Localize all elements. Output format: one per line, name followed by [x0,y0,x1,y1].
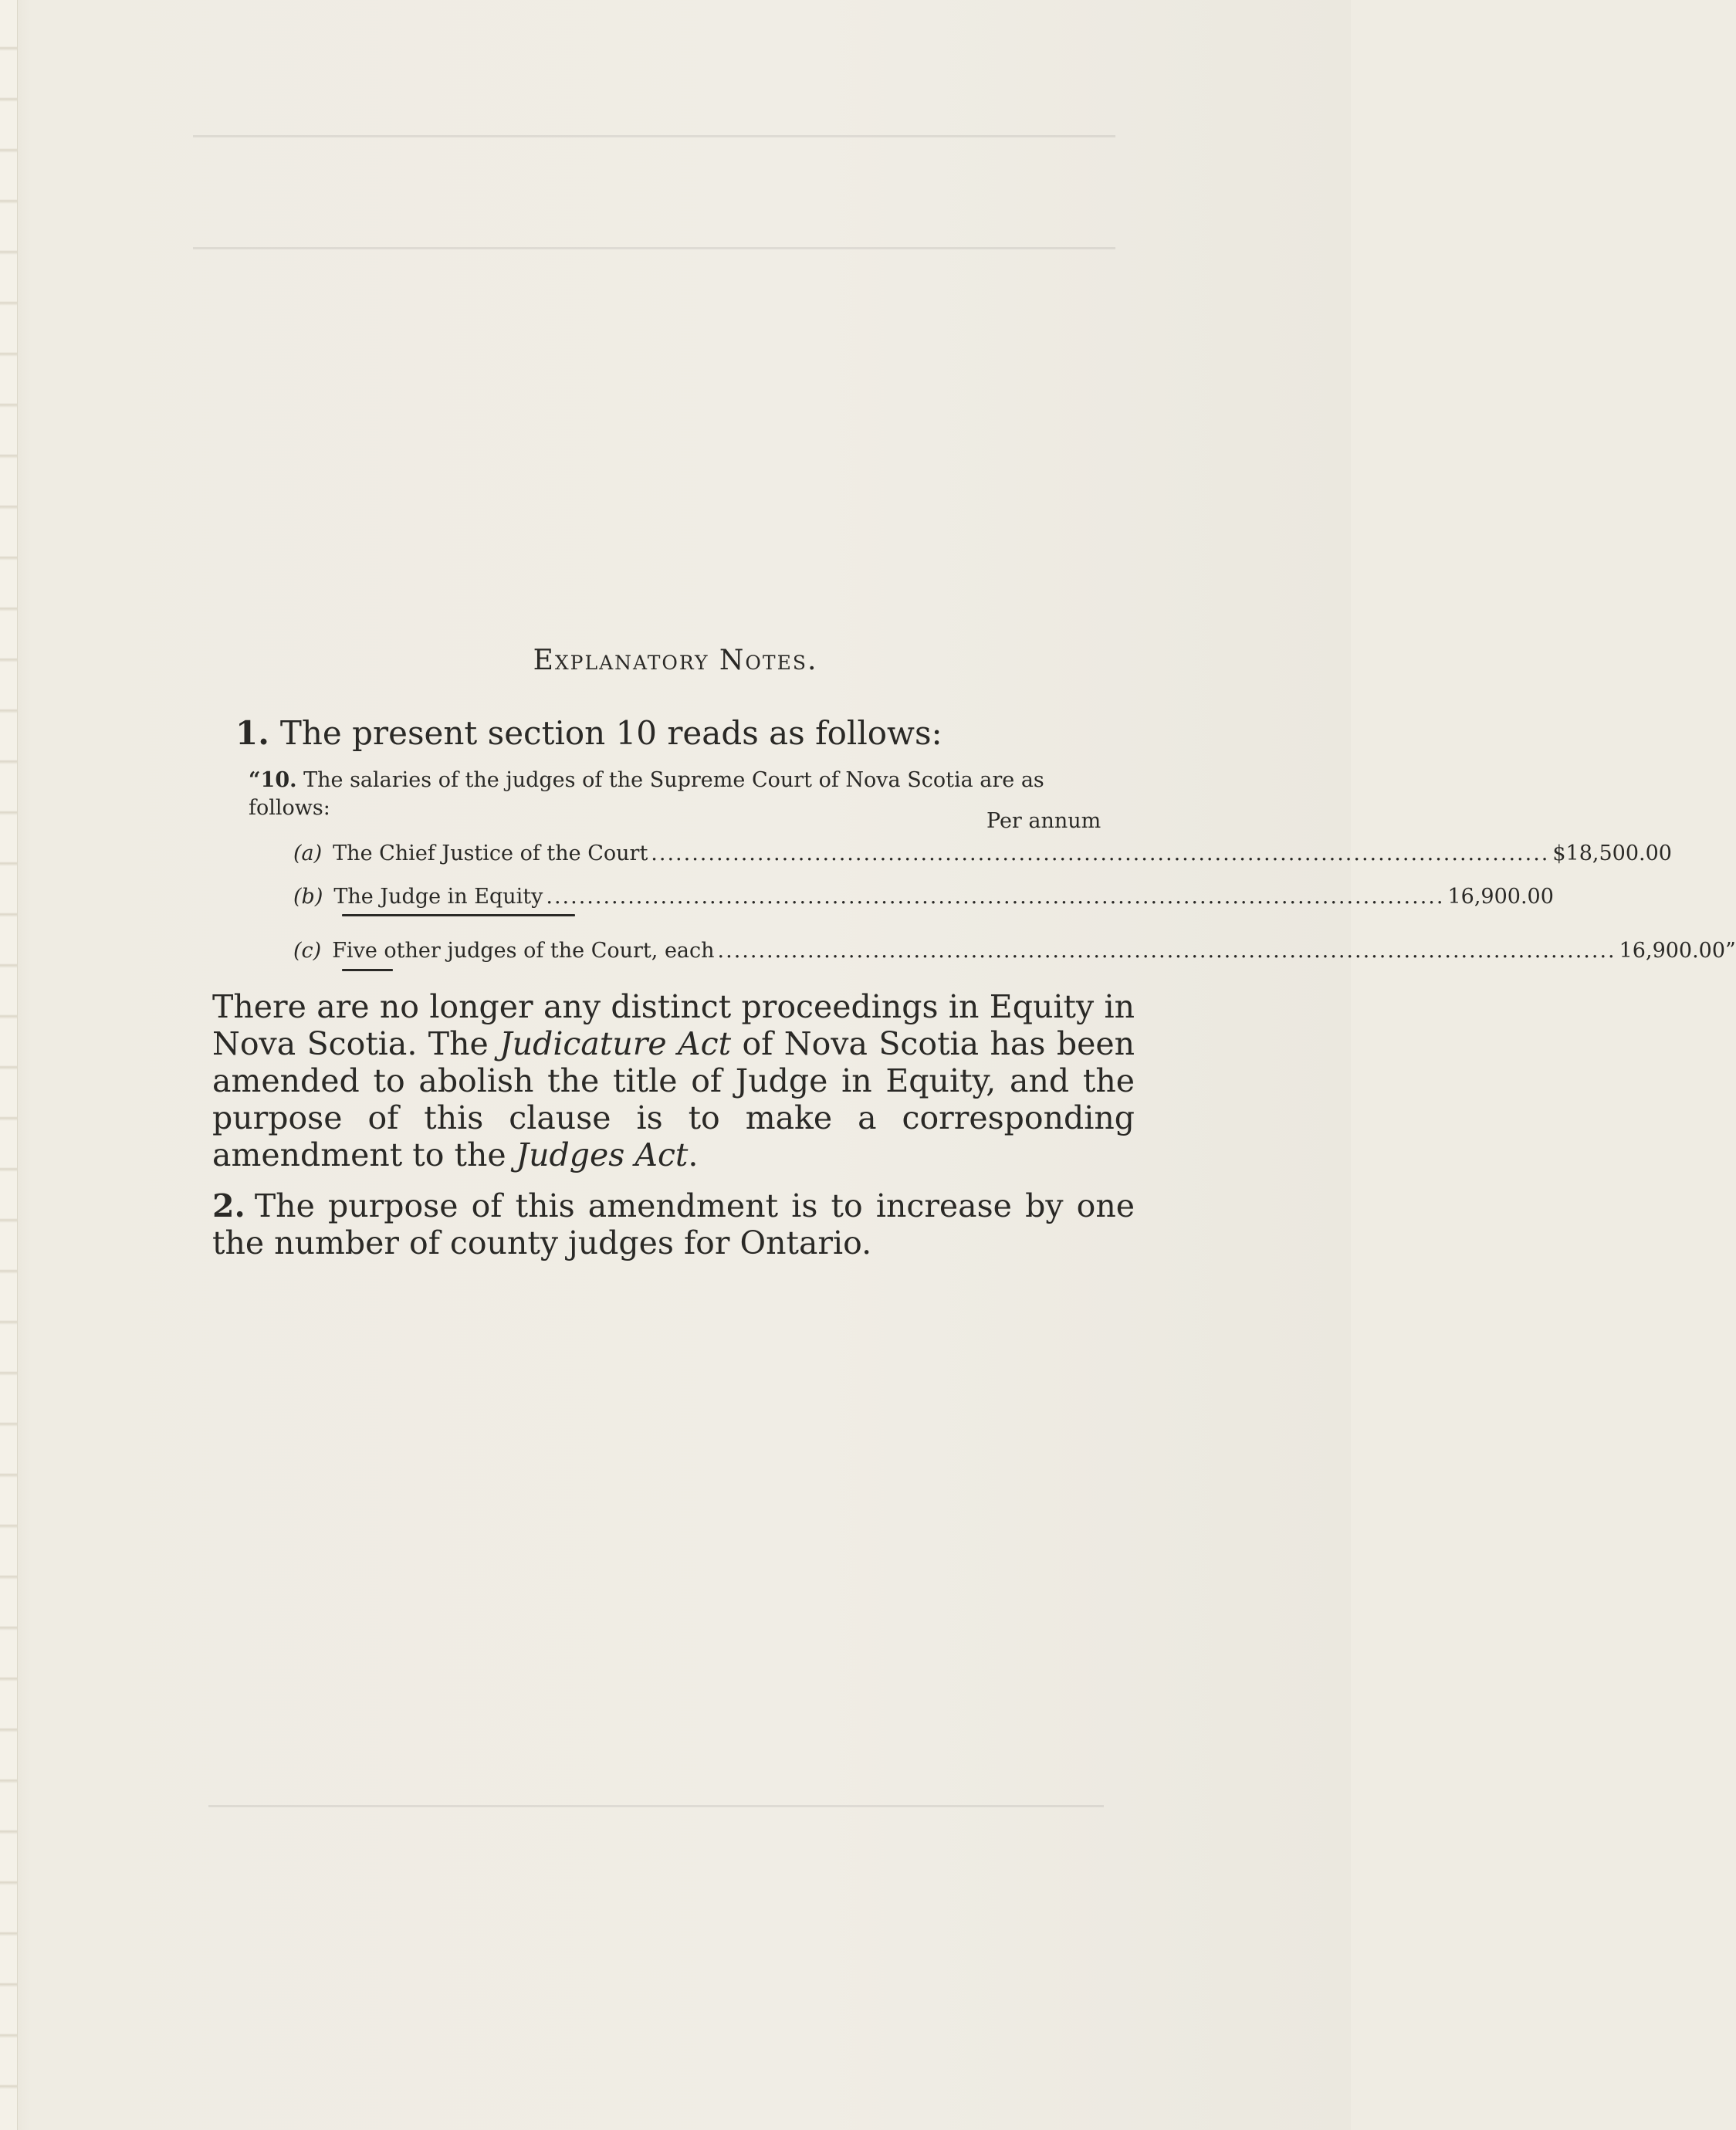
salary-row-a [293,842,1672,865]
quoted-section-text: The salaries of the judges of the Supreme Court of Nova Scotia are as follows: [249,768,1044,820]
act-name-italic: Judicature Act [499,1025,732,1062]
row-letter: (c) [293,939,322,963]
row-amount: 16,900.00” [1619,939,1736,963]
salary-row-b [293,885,1554,909]
row-label: The Chief Justice of the Court [333,842,648,865]
note-2-paragraph [212,1187,1135,1261]
row-label: The Judge in Equity [333,885,543,909]
bleed-through-rule [208,1805,1104,1807]
note-1-heading-text: The present section 10 reads as follows: [279,714,942,752]
note-1-explanation [212,988,1135,1173]
section-title: Explanatory Notes. [533,645,818,676]
leader-dots: .............................................................................................................. [717,939,1616,963]
act-name-italic: Judges Act [516,1136,689,1173]
bleed-through-rule [193,247,1115,249]
note-2-text: The purpose of this amendment is to increase by one the number of county judges for Ontario. [212,1187,1135,1261]
salary-row-c [293,939,1736,963]
row-letter: (b) [293,885,323,909]
handwritten-underline [342,969,393,971]
page-binding-edge [0,0,18,2130]
quoted-section-number: “10. [249,768,297,792]
note-1-number: 1. [235,714,269,752]
explanation-text: . [688,1136,699,1173]
note-2-number: 2. [212,1187,245,1224]
leader-dots: .............................................................................................................. [546,885,1445,909]
handwritten-underline [342,914,575,916]
note-1-heading [235,714,942,752]
per-annum-header: Per annum [986,809,1101,833]
row-amount: 16,900.00 [1447,885,1554,909]
row-letter: (a) [293,842,323,865]
leader-dots: .............................................................................................................. [651,842,1550,865]
explanation-text: There are no longer any distinct proceedings in Equity in Nova Scotia. The [212,988,1135,1062]
explanation-text: of Nova Scotia has been amended to abolish the title of Judge in Equity, and the purpose of this clause is to make a corresponding amendment to the [212,1025,1135,1173]
bleed-through-rule [193,135,1115,137]
row-label: Five other judges of the Court, each [332,939,715,963]
row-amount: $18,500.00 [1552,842,1672,865]
